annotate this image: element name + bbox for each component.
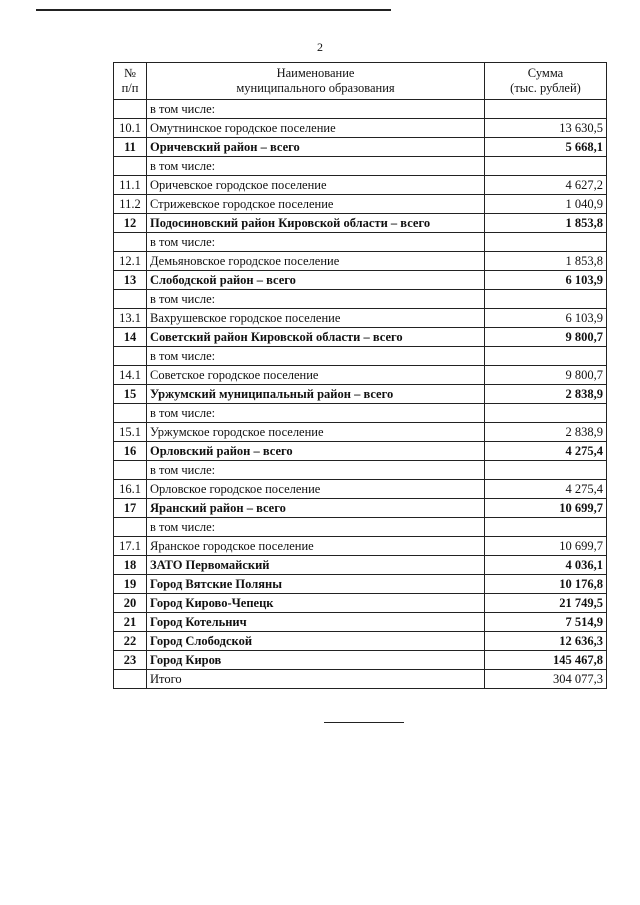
row-name: Уржумское городское поселение (147, 423, 485, 442)
row-number (114, 157, 147, 176)
table-row (114, 442, 607, 461)
header-line: Сумма (527, 66, 564, 80)
row-number: 14 (114, 328, 147, 347)
row-name: в том числе: (147, 157, 485, 176)
table-row (114, 119, 607, 138)
row-sum: 6 103,9 (485, 271, 607, 290)
row-number: 10.1 (114, 119, 147, 138)
row-name: Слободской район – всего (147, 271, 485, 290)
row-name: в том числе: (147, 461, 485, 480)
row-sum: 4 275,4 (485, 442, 607, 461)
row-number: 16 (114, 442, 147, 461)
row-number: 20 (114, 594, 147, 613)
row-sum: 9 800,7 (485, 328, 607, 347)
row-sum: 2 838,9 (485, 385, 607, 404)
table-row (114, 366, 607, 385)
row-sum (485, 233, 607, 252)
row-name: Демьяновское городское поселение (147, 252, 485, 271)
table-row (114, 461, 607, 480)
row-sum: 1 040,9 (485, 195, 607, 214)
row-number (114, 404, 147, 423)
row-name: Подосиновский район Кировской области – всего (147, 214, 485, 233)
row-number (114, 670, 147, 689)
row-number: 11.1 (114, 176, 147, 195)
row-sum (485, 461, 607, 480)
row-sum: 13 630,5 (485, 119, 607, 138)
table-row (114, 385, 607, 404)
row-sum: 9 800,7 (485, 366, 607, 385)
table-row (114, 176, 607, 195)
table-row (114, 480, 607, 499)
row-number (114, 518, 147, 537)
row-number: 17 (114, 499, 147, 518)
table-row (114, 632, 607, 651)
row-sum: 1 853,8 (485, 252, 607, 271)
row-name: Орловский район – всего (147, 442, 485, 461)
table-row (114, 537, 607, 556)
row-sum: 4 627,2 (485, 176, 607, 195)
row-name: Город Киров (147, 651, 485, 670)
row-name: Яранский район – всего (147, 499, 485, 518)
budget-table (113, 62, 607, 689)
row-name: Оричевское городское поселение (147, 176, 485, 195)
header-line: Наименование (276, 66, 355, 80)
row-name: ЗАТО Первомайский (147, 556, 485, 575)
row-sum: 6 103,9 (485, 309, 607, 328)
row-number: 11 (114, 138, 147, 157)
table-row (114, 214, 607, 233)
row-number: 11.2 (114, 195, 147, 214)
table-row (114, 651, 607, 670)
row-sum: 1 853,8 (485, 214, 607, 233)
row-number: 12 (114, 214, 147, 233)
table-row (114, 328, 607, 347)
row-sum: 10 699,7 (485, 499, 607, 518)
row-number: 18 (114, 556, 147, 575)
table-row (114, 290, 607, 309)
table-row (114, 138, 607, 157)
row-name: Город Котельнич (147, 613, 485, 632)
row-name: в том числе: (147, 404, 485, 423)
row-name: Стрижевское городское поселение (147, 195, 485, 214)
row-name: Итого (147, 670, 485, 689)
table-row (114, 499, 607, 518)
header-line: п/п (121, 81, 139, 95)
row-sum: 145 467,8 (485, 651, 607, 670)
row-sum (485, 290, 607, 309)
table-row (114, 252, 607, 271)
table-row (114, 309, 607, 328)
end-rule (324, 722, 404, 723)
row-number: 12.1 (114, 252, 147, 271)
table-row (114, 613, 607, 632)
row-number: 13.1 (114, 309, 147, 328)
row-name: Город Вятские Поляны (147, 575, 485, 594)
row-sum: 7 514,9 (485, 613, 607, 632)
row-number (114, 461, 147, 480)
row-sum: 2 838,9 (485, 423, 607, 442)
row-sum: 10 699,7 (485, 537, 607, 556)
row-number: 14.1 (114, 366, 147, 385)
table-row (114, 594, 607, 613)
row-sum: 10 176,8 (485, 575, 607, 594)
table-row (114, 404, 607, 423)
row-sum (485, 157, 607, 176)
top-rule (36, 9, 391, 11)
table-row (114, 423, 607, 442)
header-line: муниципального образования (236, 81, 395, 95)
table-header-row (114, 63, 607, 100)
header-number (114, 63, 147, 100)
table-row (114, 556, 607, 575)
table-row (114, 575, 607, 594)
row-number (114, 347, 147, 366)
row-name: Советский район Кировской области – всего (147, 328, 485, 347)
row-name: Оричевский район – всего (147, 138, 485, 157)
row-sum: 5 668,1 (485, 138, 607, 157)
row-sum: 12 636,3 (485, 632, 607, 651)
row-number: 16.1 (114, 480, 147, 499)
table-row (114, 670, 607, 689)
page-number: 2 (317, 40, 323, 54)
row-sum (485, 100, 607, 119)
row-name: Уржумский муниципальный район – всего (147, 385, 485, 404)
table-row (114, 100, 607, 119)
table-row (114, 195, 607, 214)
header-sum (485, 63, 607, 100)
row-sum (485, 518, 607, 537)
row-sum (485, 347, 607, 366)
row-name: в том числе: (147, 347, 485, 366)
row-name: Яранское городское поселение (147, 537, 485, 556)
row-name: Город Кирово-Чепецк (147, 594, 485, 613)
header-line: № (124, 66, 136, 80)
row-number: 13 (114, 271, 147, 290)
row-name: Советское городское поселение (147, 366, 485, 385)
table-row (114, 233, 607, 252)
table-row (114, 518, 607, 537)
row-number: 19 (114, 575, 147, 594)
table-row (114, 347, 607, 366)
row-name: в том числе: (147, 233, 485, 252)
row-number (114, 233, 147, 252)
header-name (147, 63, 485, 100)
row-number: 21 (114, 613, 147, 632)
row-name: Орловское городское поселение (147, 480, 485, 499)
row-number: 23 (114, 651, 147, 670)
table-row (114, 271, 607, 290)
row-name: в том числе: (147, 518, 485, 537)
header-line: (тыс. рублей) (510, 81, 581, 95)
row-sum: 4 275,4 (485, 480, 607, 499)
row-sum: 21 749,5 (485, 594, 607, 613)
row-number: 17.1 (114, 537, 147, 556)
row-name: Омутнинское городское поселение (147, 119, 485, 138)
row-name: Город Слободской (147, 632, 485, 651)
row-number (114, 100, 147, 119)
row-sum: 4 036,1 (485, 556, 607, 575)
row-number: 15 (114, 385, 147, 404)
table-row (114, 157, 607, 176)
row-number (114, 290, 147, 309)
row-number: 22 (114, 632, 147, 651)
row-name: в том числе: (147, 290, 485, 309)
row-sum (485, 404, 607, 423)
row-sum: 304 077,3 (485, 670, 607, 689)
table-body (114, 100, 607, 689)
row-number: 15.1 (114, 423, 147, 442)
row-name: Вахрушевское городское поселение (147, 309, 485, 328)
row-name: в том числе: (147, 100, 485, 119)
